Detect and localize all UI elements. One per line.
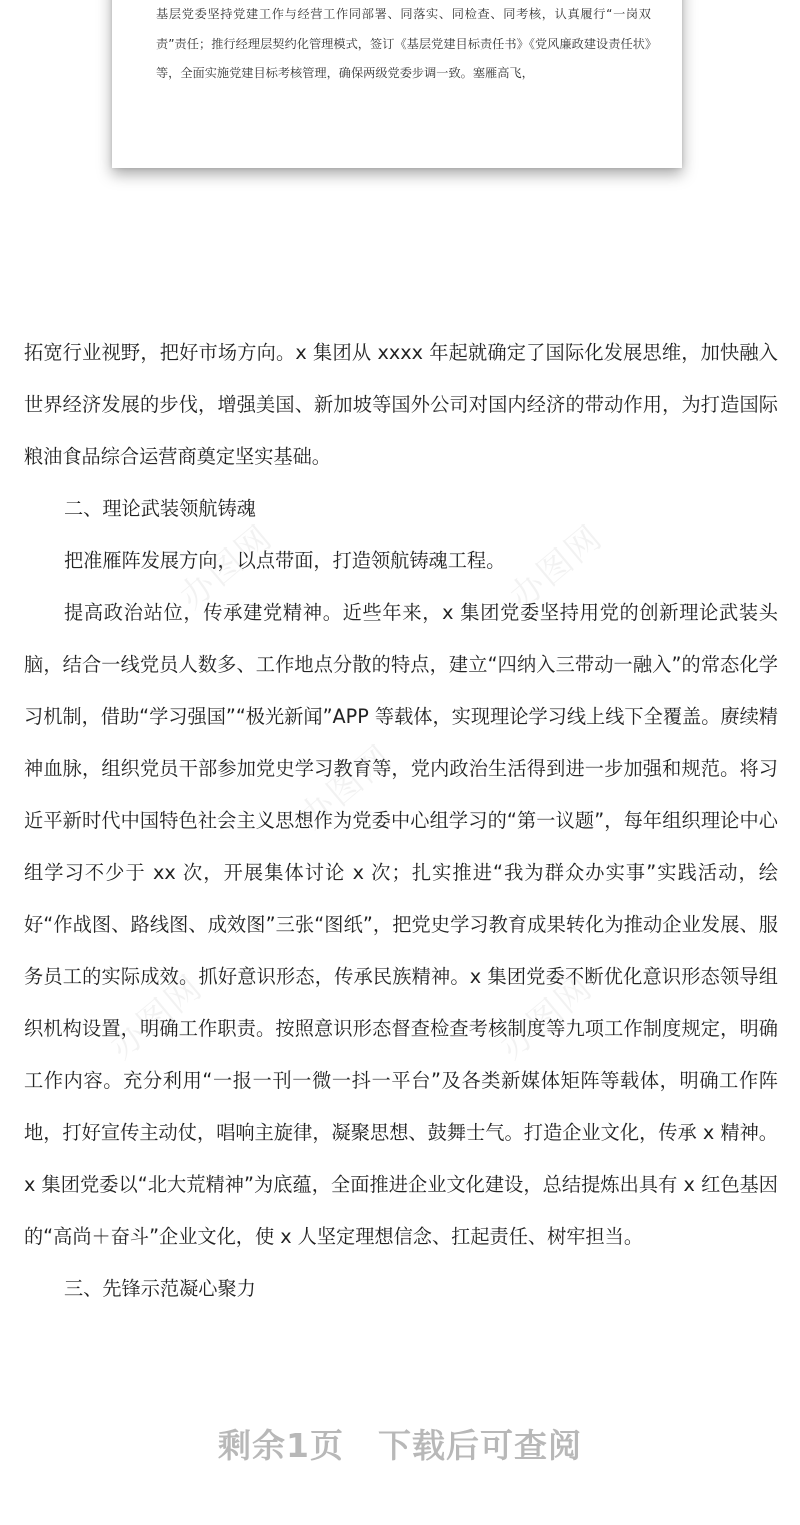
section-heading-2: 二、理论武装领航铸魂 <box>64 497 256 520</box>
section-heading-3: 三、先锋示范凝心聚力 <box>64 1277 256 1300</box>
watermark: 办图网 <box>172 517 281 618</box>
preview-text: 基层党委坚持党建工作与经营工作同部署、同落实、同检查、同考核，认真履行“一岗双责”责任；推行经理层契约化管理模式，签订《基层党建目标责任书》《党风廉政建设责任状》等，全面实施党建目标考核管理，确保两级党委步调一致。塞雁高飞， <box>156 7 651 80</box>
watermark: 办图网 <box>102 967 211 1068</box>
remaining-pages-label: 剩余1页 <box>218 1426 344 1465</box>
paragraph-continuation: 拓宽行业视野，把好市场方向。x 集团从 xxxx 年起就确定了国际化发展思维，加快融入世界经济发展的步伐，增强美国、新加坡等国外公司对国内经济的带动作用，为打造国际粮油食品综合运营商奠定坚实基础。 <box>24 341 778 468</box>
document-preview-card <box>112 0 682 168</box>
watermark: 办图网 <box>492 967 601 1068</box>
paragraph-main: 提高政治站位，传承建党精神。近些年来，x 集团党委坚持用党的创新理论武装头脑，结合一线党员人数多、工作地点分散的特点，建立“四纳入三带动一融入”的常态化学习机制，借助“学习强国”“极光新闻”APP 等载体，实现理论学习线上线下全覆盖。赓续精神血脉，组织党员干部参加党史学习教育等，党内政治生活得到进一步加强和规范。将习近平新时代中国特色社会主义思想作为党委中心组学习的“第一议题”，每年组织理论中心组学习不少于 xx 次，开展集体讨论 x 次；扎实推进“我为群众办实事”实践活动，绘好“作战图、路线图、成效图”三张“图纸”，把党史学习教育成果转化为推动企业发展、服务员工的实际成效。抓好意识形态，传承民族精神。x 集团党委不断优化意识形态领导组织机构设置，明确工作职责。按照意识形态督查检查考核制度等九项工作制度规定，明确工作内容。充分利用“一报一刊一微一抖一平台”及各类新媒体矩阵等载体，明确工作阵地，打好宣传主动仗，唱响主旋律，凝聚思想、鼓舞士气。打造企业文化，传承 x 精神。x 集团党委以“北大荒精神”为底蕴，全面推进企业文化建设，总结提炼出具有 x 红色基因的“高尚＋奋斗”企业文化，使 x 人坚定理想信念、扛起责任、树牢担当。 <box>24 601 778 1248</box>
paragraph-intro: 把准雁阵发展方向，以点带面，打造领航铸魂工程。 <box>64 549 506 572</box>
download-to-view-label: 下载后可查阅 <box>377 1426 582 1465</box>
document-body <box>24 327 778 1315</box>
download-prompt[interactable] <box>0 1420 800 1467</box>
watermark: 办图网 <box>502 517 611 618</box>
watermark: 办图网 <box>292 737 401 838</box>
